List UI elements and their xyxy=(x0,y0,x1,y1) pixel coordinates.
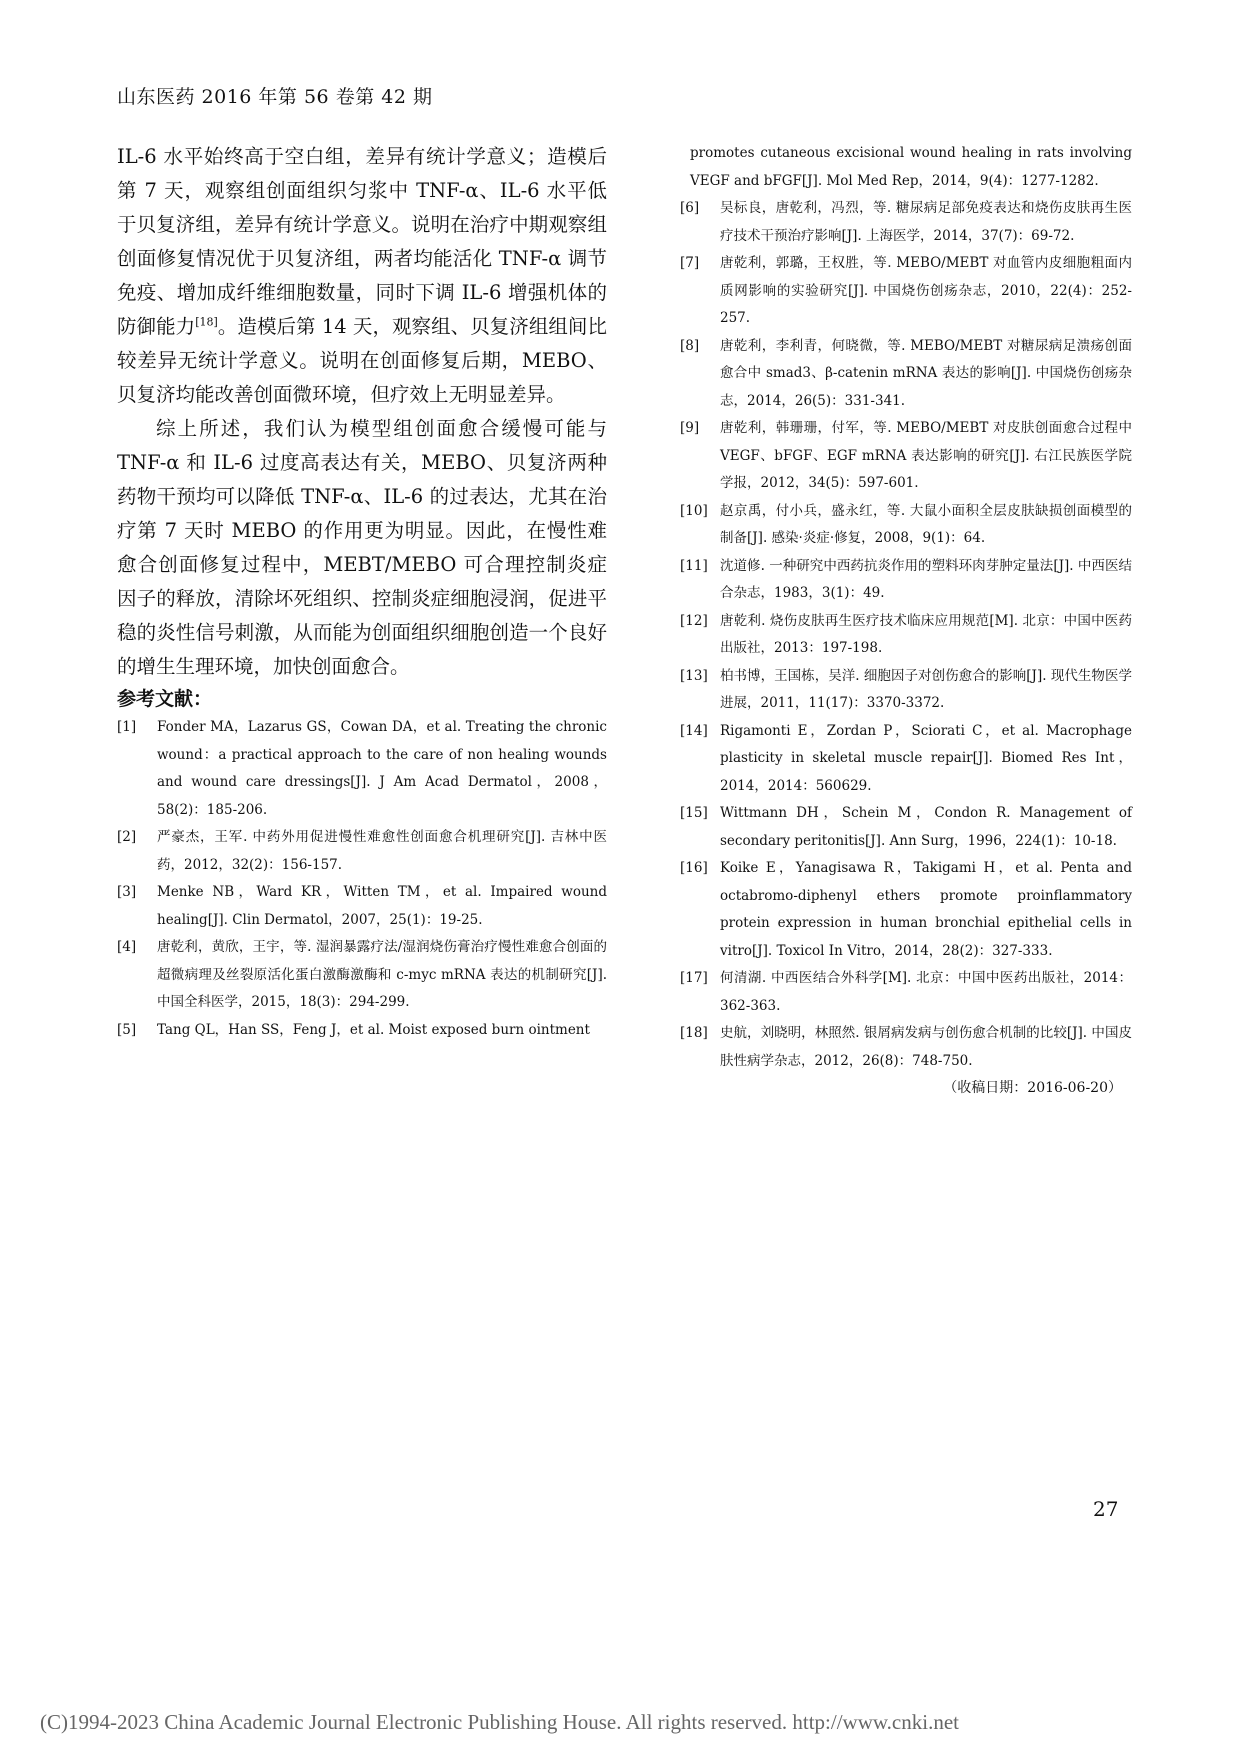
reference-item xyxy=(680,553,1132,608)
reference-number: [10] xyxy=(680,502,708,519)
reference-text: 何清湖. 中西医结合外科学[M]. 北京：中国中医药出版社，2014：362-363. xyxy=(720,970,1132,1014)
journal-header: 山东医药 2016 年第 56 卷第 42 期 xyxy=(117,86,433,108)
reference-text: Koike E，Yanagisawa R，Takigami H，et al. Penta and octabromo-diphenyl ethers promote proinflammatory protein expression in human bronchial epithelial cells in vitro[J]. Toxicol In Vitro，2014，28(2)：327-333. xyxy=(720,860,1132,959)
reference-number: [7] xyxy=(680,255,700,271)
reference-text: Tang QL，Han SS，Feng J，et al. Moist exposed burn ointment xyxy=(157,1021,590,1038)
reference-number: [6] xyxy=(680,200,700,216)
reference-text: 唐乾利，黄欣，王宇，等. 湿润暴露疗法/湿润烧伤膏治疗慢性难愈合创面的超微病理及丝裂原活化蛋白激酶激酶和 c-myc mRNA 表达的机制研究[J]. 中国全科医学，2015，18(3)：294-299. xyxy=(157,939,607,1010)
reference-number: [1] xyxy=(117,719,137,735)
reference-item xyxy=(680,800,1132,855)
reference-number: [13] xyxy=(680,667,708,684)
reference-text: 沈道修. 一种研究中西药抗炎作用的塑料环肉芽肿定量法[J]. 中西医结合杂志，1983，3(1)：49. xyxy=(720,557,1132,601)
reference-number: [15] xyxy=(680,805,708,821)
body-paragraph-1 xyxy=(117,140,607,412)
reference-item xyxy=(680,855,1132,965)
reference-item xyxy=(680,718,1132,801)
reference-item xyxy=(680,663,1132,718)
reference-number: [3] xyxy=(117,884,137,900)
copyright-footer: (C)1994-2023 China Academic Journal Electronic Publishing House. All rights reserved. http://www.cnki.net xyxy=(40,1710,959,1734)
reference-item xyxy=(117,1017,607,1045)
reference-number: [8] xyxy=(680,337,700,354)
reference-text: 史航，刘晓明，林照然. 银屑病发病与创伤愈合机制的比较[J]. 中国皮肤性病学杂志，2012，26(8)：748-750. xyxy=(720,1025,1132,1069)
reference-text: 严豪杰，王军. 中药外用促进慢性难愈性创面愈合机理研究[J]. 吉林中医药，2012，32(2)：156-157. xyxy=(157,829,607,873)
reference-list-right xyxy=(680,195,1132,1075)
reference-item xyxy=(117,714,607,824)
reference-text: 柏书博，王国栋，吴洋. 细胞因子对创伤愈合的影响[J]. 现代生物医学进展，2011，11(17)：3370-3372. xyxy=(720,667,1132,711)
references-title: 参考文献： xyxy=(117,688,213,710)
reference-list-left xyxy=(117,714,607,1044)
left-column xyxy=(117,140,607,1044)
reference-number: [14] xyxy=(680,722,708,739)
reference-text: 唐乾利，郭璐，王权胜，等. MEBO/MEBT 对血管内皮细胞粗面内质网影响的实验研究[J]. 中国烧伤创疡杂志，2010，22(4)：252-257. xyxy=(720,255,1132,326)
reference-text: Fonder MA，Lazarus GS，Cowan DA，et al. Treating the chronic wound：a practical approach to the care of non healing wounds and wound care dressings[J]. J Am Acad Dermatol，2008，58(2)：185-206. xyxy=(157,719,607,818)
reference-item xyxy=(680,415,1132,498)
body-text: IL-6 水平始终高于空白组，差异有统计学意义；造模后第 7 天，观察组创面组织匀浆中 TNF-α、IL-6 水平低于贝复济组，差异有统计学意义。说明在治疗中期观察组创面修复情况优于贝复济组，两者均能活化 TNF-α 调节免疫、增加成纤维细胞数量，同时下调 IL-6 增强机体的防御能力 xyxy=(117,145,608,338)
received-date: （收稿日期：2016-06-20） xyxy=(943,1080,1122,1096)
reference-continuation: promotes cutaneous excisional wound healing in rats involving VEGF and bFGF[J]. Mol Med Rep，2014，9(4)：1277-1282. xyxy=(690,145,1132,189)
reference-item xyxy=(680,250,1132,333)
citation-mark: [18] xyxy=(195,315,218,329)
reference-item xyxy=(117,824,607,879)
reference-number: [9] xyxy=(680,420,700,436)
reference-item xyxy=(680,965,1132,1020)
reference-number: [16] xyxy=(680,860,708,876)
body-text: 。造模后第 14 天，观察组、贝复济组组间比较差异无统计学意义。说明在创面修复后期，MEBO、贝复济均能改善创面微环境，但疗效上无明显差异。 xyxy=(117,315,607,406)
reference-text: 吴标良，唐乾利，冯烈，等. 糖尿病足部免疫表达和烧伤皮肤再生医疗技术干预治疗影响[J]. 上海医学，2014，37(7)：69-72. xyxy=(720,200,1132,244)
body-paragraph-2: 综上所述，我们认为模型组创面愈合缓慢可能与 TNF-α 和 IL-6 过度高表达有关，MEBO、贝复济两种药物干预均可以降低 TNF-α、IL-6 的过表达，尤其在治疗第 7 天时 MEBO 的作用更为明显。因此，在慢性难愈合创面修复过程中，MEBT/MEBO 可合理控制炎症因子的释放，清除坏死组织、控制炎症细胞浸润，促进平稳的炎性信号刺激，从而能为创面组织细胞创造一个良好的增生生理环境，加快创面愈合。 xyxy=(117,417,607,678)
reference-item xyxy=(117,879,607,934)
right-column xyxy=(680,140,1132,1097)
reference-item xyxy=(680,333,1132,416)
page-number: 27 xyxy=(1093,1497,1119,1521)
reference-number: [18] xyxy=(680,1025,708,1041)
reference-number: [11] xyxy=(680,557,708,574)
reference-number: [2] xyxy=(117,829,137,845)
reference-item xyxy=(680,195,1132,250)
reference-number: [17] xyxy=(680,970,708,986)
reference-number: [5] xyxy=(117,1021,137,1038)
reference-number: [12] xyxy=(680,612,708,629)
reference-text: Rigamonti E，Zordan P，Sciorati C，et al. Macrophage plasticity in skeletal muscle repair[J]. Biomed Res Int，2014，2014：560629. xyxy=(720,722,1132,794)
reference-text: Wittmann DH，Schein M，Condon R. Management of secondary peritonitis[J]. Ann Surg，1996，224(1)：10-18. xyxy=(720,805,1132,849)
reference-item xyxy=(680,498,1132,553)
reference-number: [4] xyxy=(117,939,137,955)
reference-item xyxy=(680,1020,1132,1075)
reference-text: Menke NB，Ward KR，Witten TM，et al. Impaired wound healing[J]. Clin Dermatol，2007，25(1)：19-25. xyxy=(157,884,607,928)
reference-text: 唐乾利. 烧伤皮肤再生医疗技术临床应用规范[M]. 北京：中国中医药出版社，2013：197-198. xyxy=(720,612,1132,656)
reference-item xyxy=(680,608,1132,663)
reference-item xyxy=(117,934,607,1017)
reference-text: 唐乾利，韩珊珊，付军，等. MEBO/MEBT 对皮肤创面愈合过程中 VEGF、bFGF、EGF mRNA 表达影响的研究[J]. 右江民族医学院学报，2012，34(5)：597-601. xyxy=(720,420,1132,491)
reference-text: 唐乾利，李利青，何晓微，等. MEBO/MEBT 对糖尿病足溃疡创面愈合中 smad3、β-catenin mRNA 表达的影响[J]. 中国烧伤创疡杂志，2014，26(5)：331-341. xyxy=(720,337,1132,409)
reference-text: 赵京禹，付小兵，盛永红，等. 大鼠小面积全层皮肤缺损创面模型的制备[J]. 感染·炎症·修复，2008，9(1)：64. xyxy=(720,502,1132,546)
